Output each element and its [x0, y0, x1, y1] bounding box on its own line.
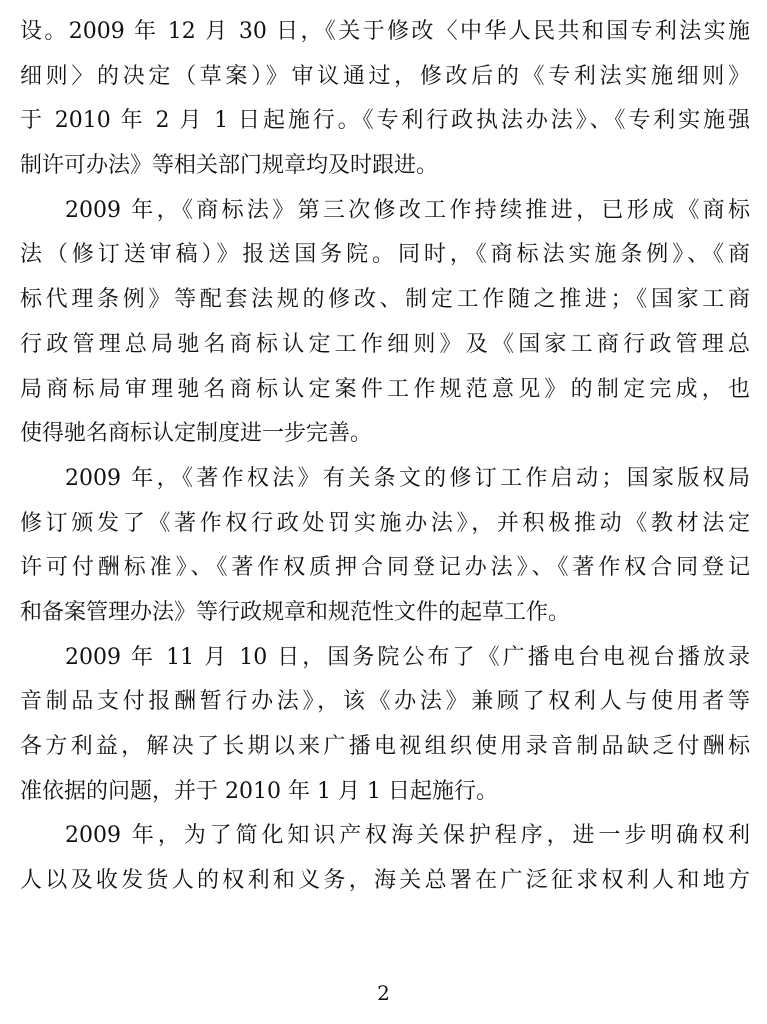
- paragraph-1-line-3: 于 2010 年 2 月 1 日起施行。《专利行政执法办法》、《专利实施强: [20, 108, 750, 134]
- paragraph-2-line-4: 行政管理总局驰名商标认定工作细则》及《国家工商行政管理总: [20, 331, 750, 357]
- paragraph-2-line-2: 法（修订送审稿）》报送国务院。同时，《商标法实施条例》、《商: [20, 242, 750, 268]
- paragraph-4-line-2: 音制品支付报酬暂行办法》，该《办法》兼顾了权利人与使用者等: [20, 689, 750, 715]
- paragraph-4-line-3: 各方利益，解决了长期以来广播电视组织使用录音制品缺乏付酬标: [20, 734, 750, 759]
- paragraph-4-line-1: 2009 年 11 月 10 日，国务院公布了《广播电台电视台播放录: [65, 644, 750, 670]
- paragraph-4-line-4: 准依据的问题，并于 2010 年 1 月 1 日起施行。: [20, 778, 498, 804]
- paragraph-1-line-1: 设。2009 年 12 月 30 日，《关于修改〈中华人民共和国专利法实施: [20, 19, 750, 44]
- page-number: 2: [377, 981, 390, 1005]
- paragraph-5-line-1: 2009 年，为了简化知识产权海关保护程序，进一步明确权利: [65, 823, 750, 849]
- paragraph-1-line-4: 制许可办法》等相关部门规章均及时跟进。: [20, 153, 439, 179]
- paragraph-3-line-1: 2009 年，《著作权法》有关条文的修订工作启动；国家版权局: [65, 465, 750, 491]
- paragraph-3-line-3: 许可付酬标准》、《著作权质押合同登记办法》、《著作权合同登记: [20, 555, 750, 581]
- paragraph-2-line-5: 局商标局审理驰名商标认定案件工作规范意见》的制定完成，也: [20, 376, 750, 402]
- paragraph-2-line-1: 2009 年，《商标法》第三次修改工作持续推进，已形成《商标: [65, 197, 750, 223]
- paragraph-1-line-2: 细则〉的决定（草案）》审议通过，修改后的《专利法实施细则》: [20, 63, 750, 89]
- paragraph-3-line-4: 和备案管理办法》等行政规章和规范性文件的起草工作。: [20, 599, 571, 625]
- paragraph-2-line-6: 使得驰名商标认定制度进一步完善。: [20, 421, 373, 447]
- paragraph-2-line-3: 标代理条例》等配套法规的修改、制定工作随之推进；《国家工商: [20, 287, 750, 313]
- body-text: [20, 10, 750, 904]
- paragraph-5-line-2: 人以及收发货人的权利和义务，海关总署在广泛征求权利人和地方: [20, 868, 750, 894]
- paragraph-3-line-2: 修订颁发了《著作权行政处罚实施办法》，并积极推动《教材法定: [20, 510, 750, 536]
